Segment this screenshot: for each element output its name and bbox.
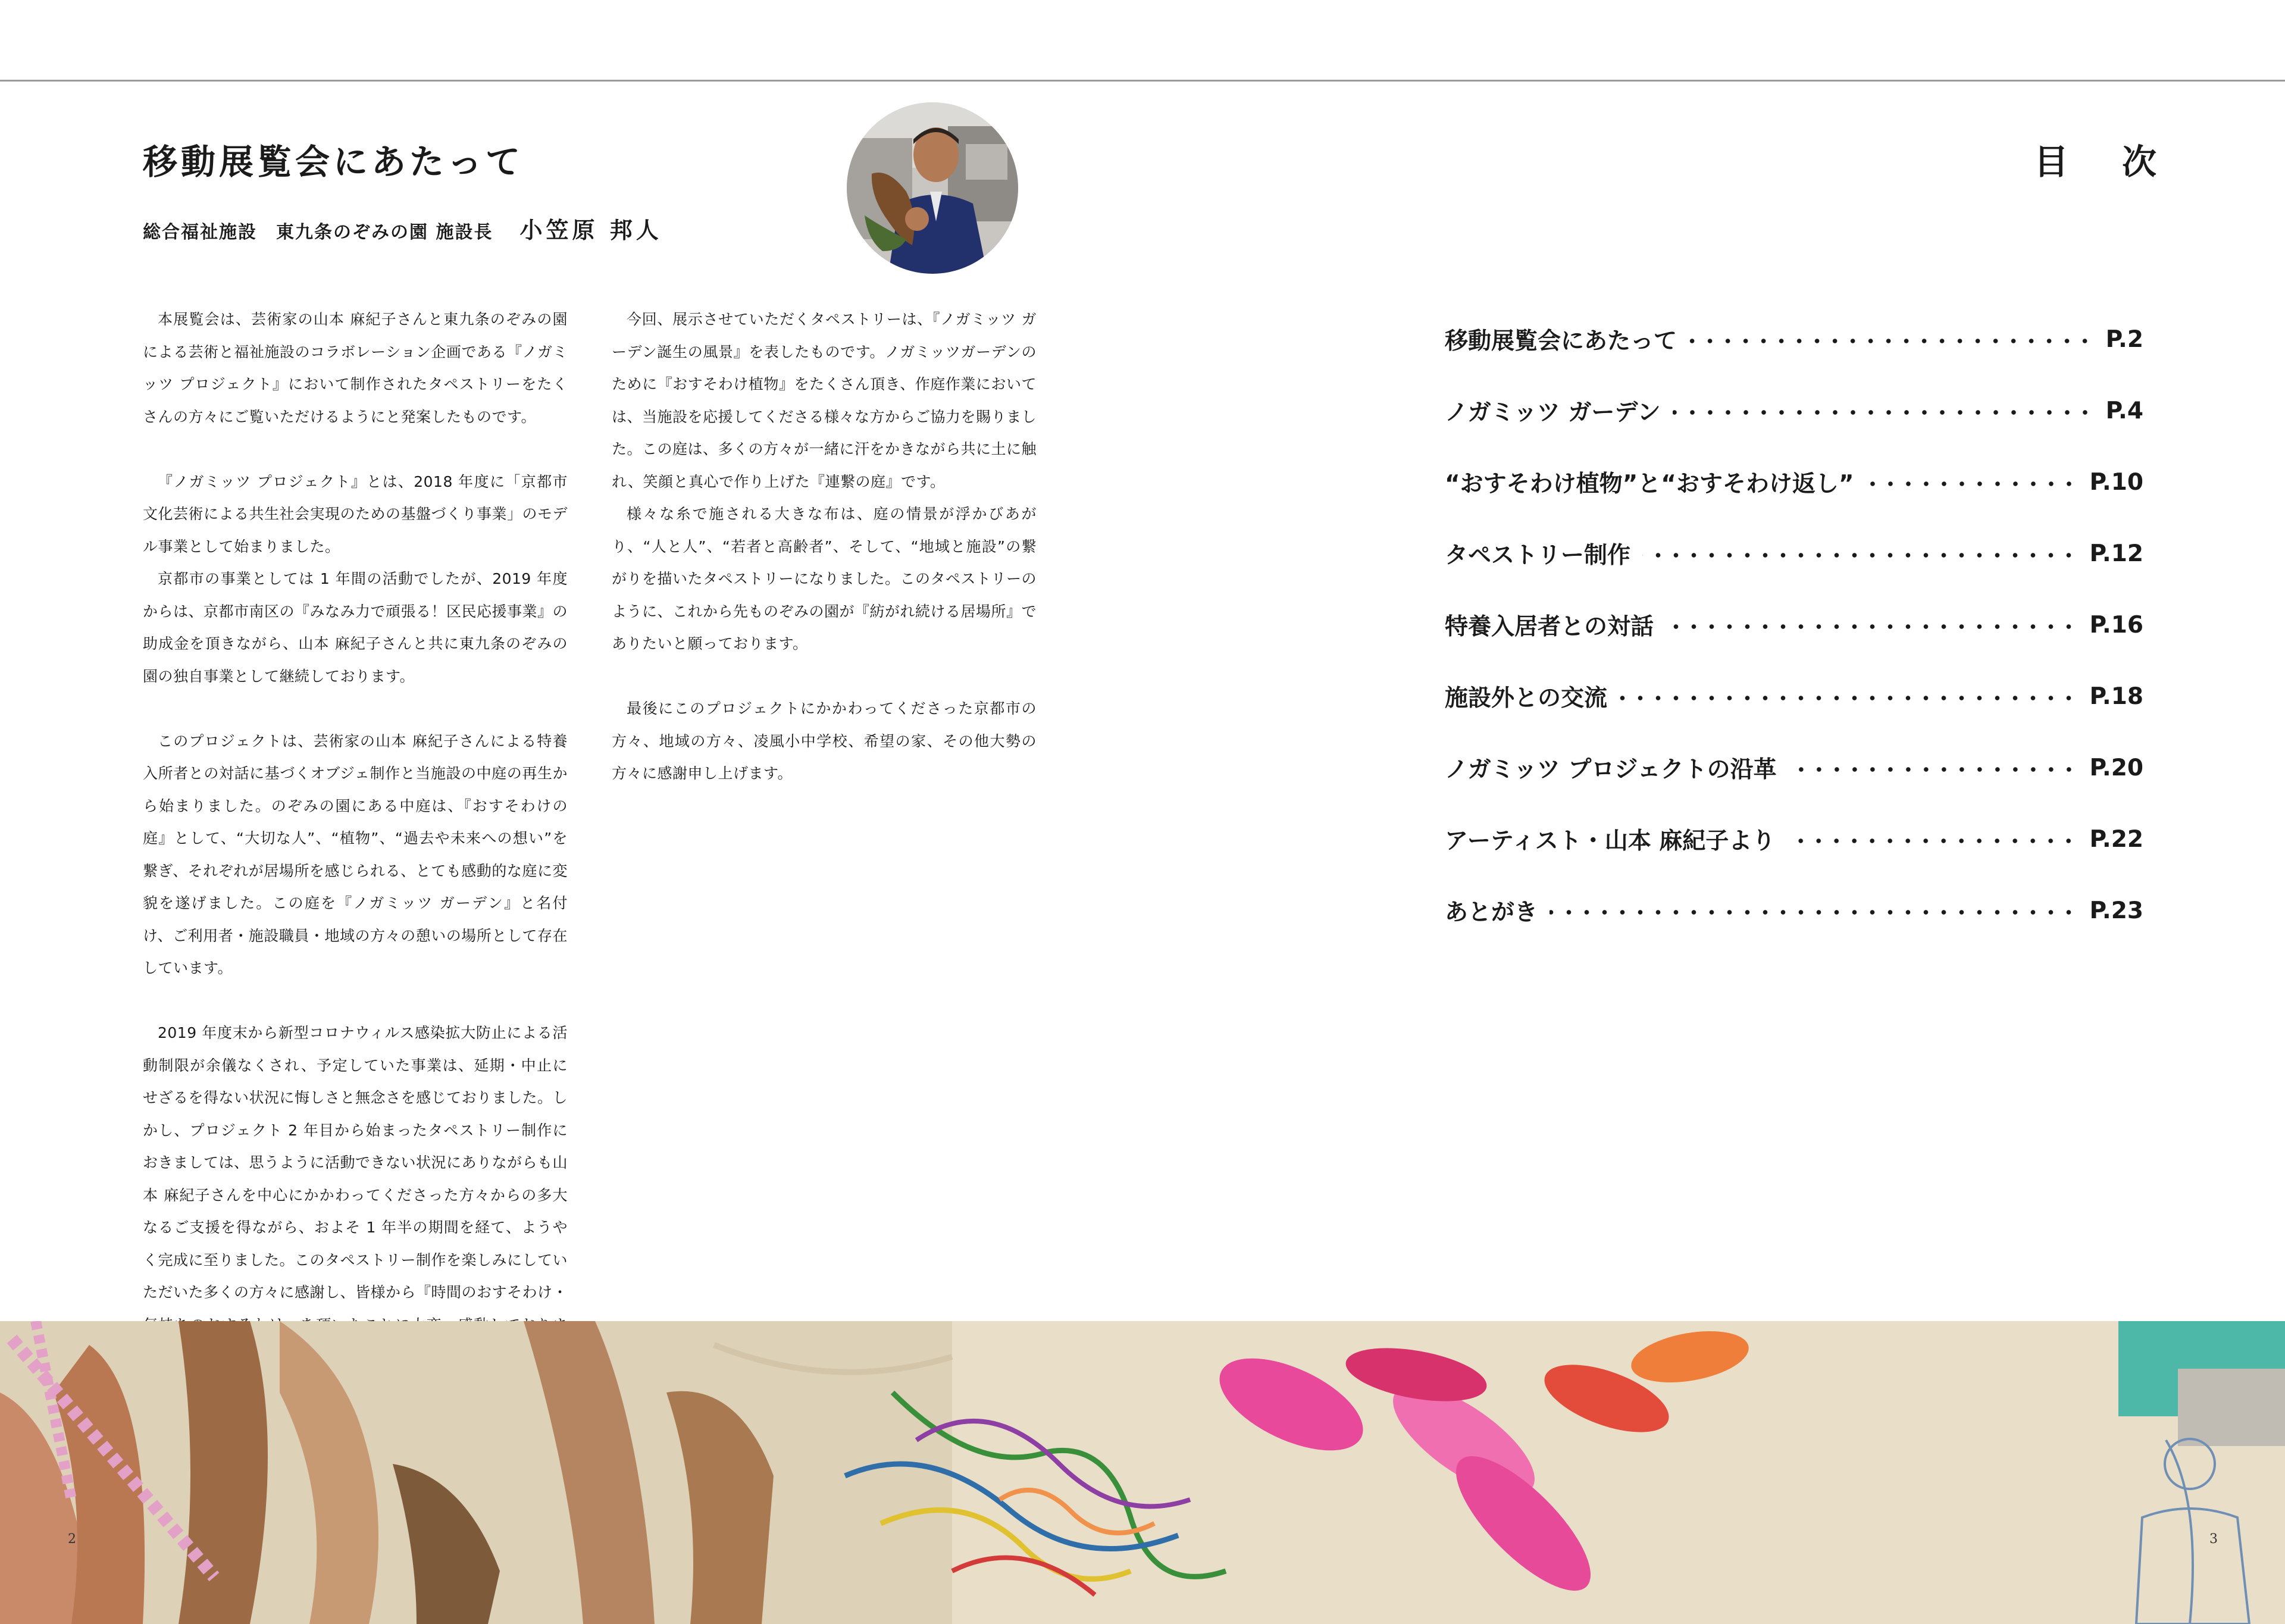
author-portrait [847, 102, 1018, 274]
toc-entry[interactable] [1445, 589, 2143, 661]
toc-entry[interactable] [1445, 661, 2143, 732]
toc-entry-label: 特養入居者との対話 [1445, 614, 1654, 640]
page-number-right: 3 [2209, 1532, 2218, 1547]
toc-entry[interactable] [1445, 732, 2143, 803]
toc-leader-dots [1787, 838, 2077, 843]
tapestry-photo [0, 1321, 2285, 1624]
body-paragraph: 2019 年度末から新型コロナウィルス感染拡大防止による活動制限が余儀なくされ、予定していた事業は、延期・中止にせざるを得ない状況に悔しさと無念さを感じておりました。しかし、プロジェクト 2 年目から始まったタペストリー制作におきましては、思うように活動できない状況にありながらも山本 麻紀子さんを中心にかかわってくださった方々からの多大なるご支援を得ながら、およそ 1 年半の期間を経て、ようやく完成に至りました。このタペストリー制作を楽しみにしていただいた多くの方々に感謝し、皆様から『時間のおすそわけ・ [143, 1024, 568, 1301]
body-paragraph: 今回、展示させていただくタペストリーは、『ノガミッツ ガーデン誕生の風景』を表したものです。ノガミッツガーデンのために『おすそわけ植物』をたくさん頂き、作庭作業においては、当施設を応援してくださる様々な方からご協力を賜りました。この庭は、多くの方々が一緒に汗をかきながら共に土に触れ、笑顔と真心で作り上げた『連繋の庭』です。 [612, 311, 1037, 490]
toc-leader-dots [1673, 410, 2094, 415]
toc-entry[interactable] [1445, 803, 2143, 875]
toc-entry-label: アーティスト・山本 麻紀子より [1445, 828, 1776, 855]
toc-entry-label: 移動展覧会にあたって [1445, 328, 1677, 355]
toc-entry-page: P.4 [2105, 397, 2143, 424]
body-paragraph: 『ノガミッツ プロジェクト』とは、2018 年度に「京都市文化芸術による共生社会実現のための基盤づくり事業」のモデル事業として始まりました。 [143, 473, 568, 555]
author-name: 小笠原 邦人 [519, 217, 662, 243]
toc-entry-page: P.10 [2089, 468, 2143, 496]
toc-title [2034, 134, 2156, 184]
toc-entry-label: ノガミッツ ガーデン [1445, 399, 1661, 426]
toc-entry-page: P.22 [2089, 825, 2143, 853]
toc-entry[interactable] [1445, 518, 2143, 589]
page-title: 移動展覧会にあたって [143, 142, 524, 182]
toc-entry-label: あとがき [1445, 899, 1538, 926]
toc-leader-dots [1789, 767, 2078, 772]
body-paragraph: 様々な糸で施される大きな布は、庭の情景が浮かびあがり、“人と人”、“若者と高齢者”、そして、“地域と施設”の繋がりを描いたタペストリーになりました。このタペストリーのように、これから先ものぞみの園が『紡がれ続ける居場所』でありたいと願っております。 [612, 505, 1037, 652]
toc-entry-label: タペストリー制作 [1445, 542, 1631, 569]
toc-entry-label: “おすそわけ植物”と“おすそわけ返し” [1445, 471, 1854, 497]
toc-entry-page: P.20 [2089, 754, 2143, 781]
body-paragraph: このプロジェクトは、芸術家の山本 麻紀子さんによる特養入所者との対話に基づくオブジェ制作と当施設の中庭の再生から始まりました。のぞみの園にある中庭は、『おすそわけの庭』として、“大切な人”、“植物”、“過去や未来への想い”を繋ぎ、それぞれが居場所を感じられる、とても感動的な庭に変貌を遂げました。この庭を『ノガミッツ ガーデン』と名付け、ご利用者・施設職員・地域の方々の憩いの場所として存在しています。 [143, 732, 568, 977]
toc-entry-page: P.23 [2089, 897, 2143, 924]
body-paragraph: 本展覧会は、芸術家の山本 麻紀子さんと東九条のぞみの園による芸術と福祉施設のコラボレーション企画である『ノガミッツ プロジェクト』において制作されたタペストリーをたくさんの方々にご覧いただけるようにと発案したものです。 [143, 311, 568, 425]
author-byline [143, 212, 662, 245]
toc-entry-page: P.18 [2089, 683, 2143, 710]
toc-entry-label: ノガミッツ プロジェクトの沿革 [1445, 756, 1777, 783]
toc-leader-dots [1619, 696, 2077, 700]
toc-leader-dots [1866, 481, 2078, 486]
toc-leader-dots [1550, 910, 2077, 915]
toc-entry[interactable] [1445, 375, 2143, 446]
toc-entry-label: 施設外との交流 [1445, 685, 1608, 712]
top-rule [0, 80, 2285, 82]
body-column-right [612, 303, 1037, 790]
body-column-left [143, 303, 568, 1374]
toc-entry-page: P.12 [2089, 540, 2143, 567]
toc-title-char: 次 [2122, 142, 2157, 182]
author-organization: 総合福祉施設 東九条のぞみの園 施設長 [143, 222, 493, 243]
toc-entry-page: P.16 [2089, 611, 2143, 639]
toc-leader-dots [1642, 553, 2077, 558]
toc-leader-dots [1666, 624, 2077, 629]
toc-entry[interactable] [1445, 875, 2143, 946]
toc-entry-page: P.2 [2105, 326, 2143, 353]
toc-entry[interactable] [1445, 446, 2143, 518]
page-number-left: 2 [68, 1532, 76, 1547]
toc-leader-dots [1689, 339, 2094, 343]
toc-title-char: 目 [2034, 142, 2069, 182]
toc-entry[interactable] [1445, 303, 2143, 375]
body-paragraph: 京都市の事業としては 1 年間の活動でしたが、2019 年度からは、京都市南区の『みなみ力で頑張る！区民応援事業』の助成金を頂きながら、山本 麻紀子さんと共に東九条のぞみの園の独自事業として継続しております。 [143, 570, 568, 685]
body-paragraph: 最後にこのプロジェクトにかかわってくださった京都市の方々、地域の方々、凌風小中学校、希望の家、その他大勢の方々に感謝申し上げます。 [612, 700, 1037, 782]
table-of-contents [1445, 303, 2143, 946]
